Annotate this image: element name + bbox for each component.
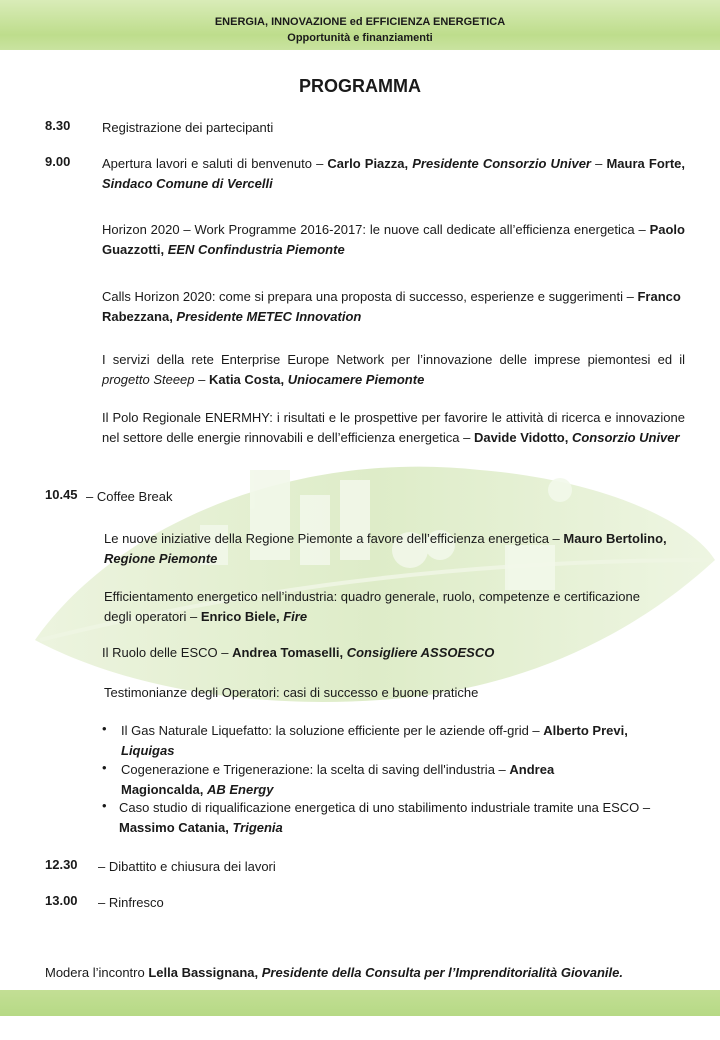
speaker-name: Carlo Piazza, [327,156,413,171]
footer-band [0,990,720,1016]
item-horizon [102,220,685,260]
speaker-role: Sindaco Comune di Vercelli [102,176,273,191]
speaker-name: Enrico Biele, [200,609,284,624]
speaker-name: Andrea Magioncalda, [121,762,555,797]
header-line-1: ENERGIA, INNOVAZIONE ed EFFICIENZA ENERGETICA [214,16,506,28]
item-text: Calls Horizon 2020: come si prepara una proposta di successo, esperienze e suggerimenti – [102,289,638,304]
item-text: Efficientamento energetico nell’industria: quadro generale, ruolo, competenze e certificazione degli operatori – [104,589,640,624]
bullet-item-cogenerazione [121,760,621,800]
time-1300: 13.00 [45,893,78,908]
item-calls [102,287,685,327]
item-polo [102,408,685,448]
speaker-name: Davide Vidotto, [473,430,572,445]
item-text: Apertura lavori e saluti di benvenuto – [102,156,328,171]
speaker-role: Trigenia [232,820,283,835]
item-dibattito: – Dibattito e chiusura dei lavori [98,859,276,874]
item-text: Cogenerazione e Trigenerazione: la scelta di saving dell'industria – [121,762,510,777]
footer-text: Modera l’incontro [45,965,149,980]
item-text: Il Gas Naturale Liquefatto: la soluzione efficiente per le aziende off-grid – [121,723,544,738]
speaker-role: Presidente Consorzio Univer [412,156,591,171]
speaker-role: AB Energy [206,782,274,797]
bullet-item-gnl [121,721,656,761]
item-text: Le nuove iniziative della Regione Piemonte a favore dell’efficienza energetica – [104,531,564,546]
item-testimonianze: Testimonianze degli Operatori: casi di successo e buone pratiche [104,685,479,700]
bullet-item-caso-studio [119,798,669,838]
time-900: 9.00 [45,154,71,169]
speaker-role: Fire [283,609,308,624]
item-text: I servizi della rete Enterprise Europe Network per l’innovazione delle imprese piemontesi ed il [102,352,685,367]
speaker-name: Alberto Previ, [543,723,628,738]
speaker-name: Franco Rabezzana, [102,289,681,324]
time-1045: 10.45 [45,487,78,502]
speaker-name: Katia Costa, [209,372,288,387]
speaker-role: Uniocamere Piemonte [287,372,425,387]
item-text: Il Polo Regionale ENERMHY: i risultati e le prospettive per favorire le attività di ricerca e innovazione nel settore delle energie rinnovabili e dell’efficienza energetica – [102,410,685,445]
speaker-role: EEN Confindustria Piemonte [167,242,345,257]
speaker-role: Consigliere ASSOESCO [346,645,495,660]
bullet-icon: • [102,798,107,813]
item-text: Horizon 2020 – Work Programme 2016-2017: le nuove call dedicate all’efficienza energetica – [102,222,650,237]
speaker-name: Andrea Tomaselli, [232,645,347,660]
speaker-role: Consorzio Univer [571,430,680,445]
item-text: Il Ruolo delle ESCO – [102,645,233,660]
item-text: Caso studio di riqualificazione energetica di uno stabilimento industriale tramite una ESCO – [119,800,651,815]
item-coffee-break: – Coffee Break [86,489,173,504]
bullet-icon: • [102,760,107,775]
speaker-role: Liquigas [121,743,175,758]
item-esco [102,643,494,663]
speaker-name: Paolo Guazzotti, [102,222,685,257]
item-servizi [102,350,685,390]
item-efficientamento [104,587,654,627]
speaker-role: Presidente METEC Innovation [176,309,362,324]
time-830: 8.30 [45,118,71,133]
header-line-2: Opportunità e finanziamenti [287,32,433,44]
item-rinfresco: – Rinfresco [98,895,164,910]
speaker-name: Massimo Catania, [119,820,233,835]
page-title: PROGRAMMA [299,76,421,96]
speaker-name: Mauro Bertolino, [563,531,667,546]
item-registrazione: Registrazione dei partecipanti [102,120,274,135]
footer-moderator [45,963,705,983]
separator: – [194,372,209,387]
item-italic: progetto Steeep [102,372,195,387]
speaker-name: Lella Bassignana, [148,965,262,980]
item-apertura [102,154,685,194]
separator: – [590,156,607,171]
time-1230: 12.30 [45,857,78,872]
speaker-role: Regione Piemonte [104,551,218,566]
speaker-role: Presidente della Consulta per l’Imprenditorialità Giovanile. [261,965,623,980]
speaker-name: Maura Forte, [606,156,685,171]
item-iniziative [104,529,684,569]
bullet-icon: • [102,721,107,736]
